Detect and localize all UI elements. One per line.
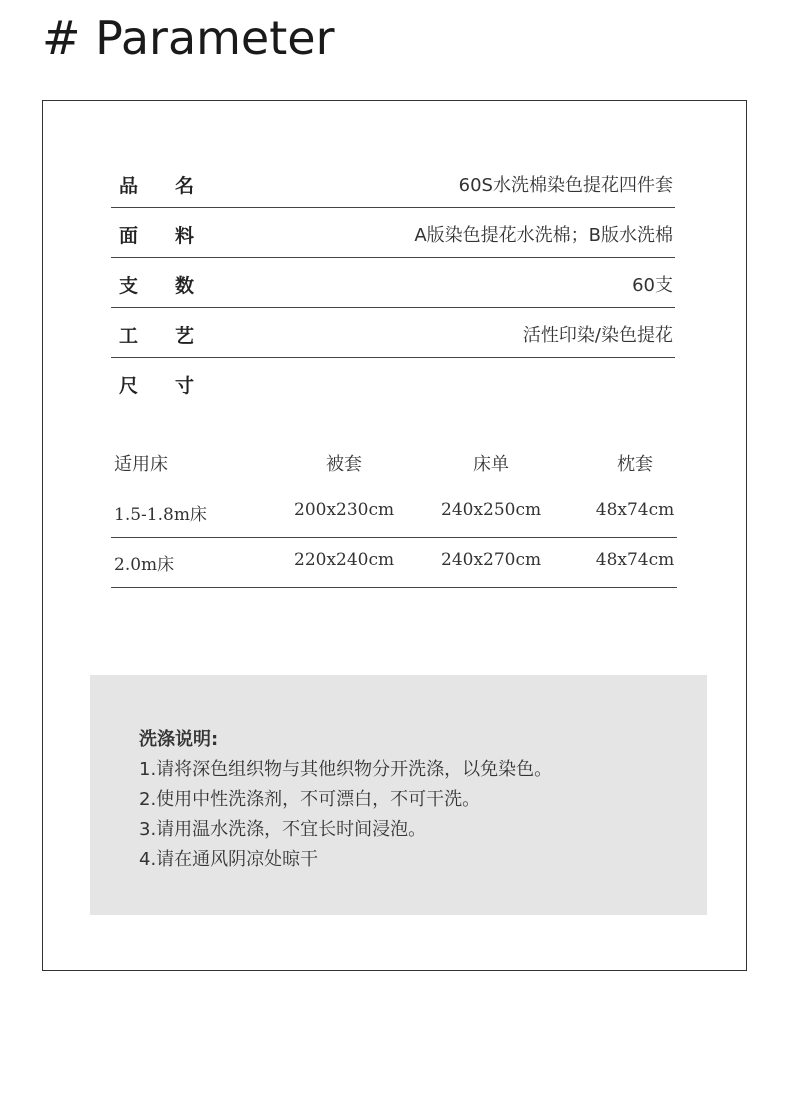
spec-label: 支 数 xyxy=(119,275,195,297)
care-title: 洗涤说明: xyxy=(139,729,219,750)
spec-row-size xyxy=(111,358,675,408)
care-line: 4.请在通风阴凉处晾干 xyxy=(139,849,319,870)
header-cell: 适用床 xyxy=(114,454,168,475)
spec-value: 60S水洗棉染色提花四件套 xyxy=(458,175,673,196)
table-row xyxy=(111,488,677,538)
page-title: # Parameter xyxy=(42,11,335,65)
spec-row-fabric xyxy=(111,208,675,258)
table-cell: 220x240cm xyxy=(294,550,395,570)
spec-label: 尺 寸 xyxy=(119,375,195,397)
header-cell: 床单 xyxy=(473,454,509,475)
spec-value: 活性印染/染色提花 xyxy=(522,325,673,346)
size-table xyxy=(111,436,677,588)
table-cell: 240x270cm xyxy=(441,550,542,570)
table-cell: 2.0m床 xyxy=(114,555,175,575)
table-cell: 1.5-1.8m床 xyxy=(114,505,207,525)
size-table-header xyxy=(111,436,677,488)
table-cell: 240x250cm xyxy=(441,500,542,520)
care-line: 1.请将深色组织物与其他织物分开洗涤，以免染色。 xyxy=(139,759,553,780)
spec-row-name xyxy=(111,158,675,208)
table-cell: 48x74cm xyxy=(595,550,675,570)
table-row xyxy=(111,538,677,588)
header-cell: 被套 xyxy=(326,454,362,475)
header-cell: 枕套 xyxy=(617,454,653,475)
table-cell: 48x74cm xyxy=(595,500,675,520)
care-line: 3.请用温水洗涤，不宜长时间浸泡。 xyxy=(139,819,427,840)
table-cell: 200x230cm xyxy=(294,500,395,520)
care-instructions xyxy=(90,675,707,915)
spec-row-count xyxy=(111,258,675,308)
spec-value: 60支 xyxy=(632,275,673,296)
spec-row-craft xyxy=(111,308,675,358)
spec-label: 品 名 xyxy=(119,175,195,197)
spec-label: 面 料 xyxy=(119,225,195,247)
care-line: 2.使用中性洗涤剂，不可漂白，不可干洗。 xyxy=(139,789,481,810)
spec-value: A版染色提花水洗棉；B版水洗棉 xyxy=(414,225,673,246)
spec-label: 工 艺 xyxy=(119,325,195,347)
